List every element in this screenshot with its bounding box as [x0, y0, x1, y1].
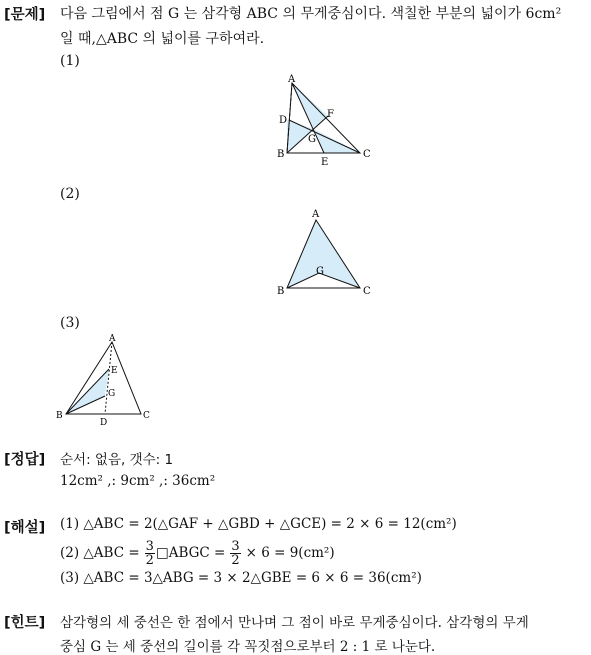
problem-tag: [문제]: [4, 7, 46, 23]
answer-values: 12cm² ,: 9cm² ,: 36cm²: [60, 473, 216, 489]
fig3-label-e: E: [111, 366, 118, 376]
solution-line3: (3) △ABC = 3△ABG = 3 × 2△GBE = 6 × 6 = 36(cm²): [60, 570, 422, 586]
fig2-shaded-abgc: [287, 220, 360, 288]
fig2-label-b: B: [277, 286, 285, 297]
subproblem-1-label: (1): [60, 53, 80, 69]
fraction-denominator: 2: [145, 552, 154, 568]
fig2-label-g: G: [316, 266, 324, 277]
fig3-label-g: G: [108, 389, 116, 399]
hint-line1: 삼각형의 세 중선은 한 점에서 만나며 그 점이 바로 무게중심이다. 삼각형의 무게: [60, 615, 529, 631]
answer-meta: 순서: 없음, 갯수: 1: [60, 452, 174, 468]
fig3-label-d: D: [100, 418, 108, 428]
fraction-denominator: 2: [231, 552, 240, 568]
figure-1: [275, 72, 380, 167]
fig1-label-c: C: [363, 149, 371, 160]
figure-3: [52, 332, 157, 428]
fig3-label-c: C: [143, 411, 150, 421]
fig1-label-b: B: [277, 149, 285, 160]
fraction-3-2: [145, 540, 155, 567]
solution-line2-part-b: □ABGC =: [155, 545, 226, 561]
fig1-label-f: F: [327, 109, 334, 120]
fig1-label-g: G: [308, 134, 316, 145]
solution-line1: (1) △ABC = 2(△GAF + △GBD + △GCE) = 2 × 6 = 12(cm²): [60, 516, 457, 532]
fig1-label-a: A: [288, 74, 296, 85]
solution-tag: [해설]: [4, 520, 46, 536]
hint-tag: [힌트]: [4, 615, 46, 631]
fraction-3-2-second: [230, 540, 240, 567]
answer-tag: [정답]: [4, 452, 46, 468]
fig2-label-a: A: [312, 209, 320, 220]
fraction-numerator: 3: [231, 538, 240, 554]
problem-text-line2: 일 때,△ABC 의 넓이를 구하여라.: [60, 31, 265, 47]
fig2-label-c: C: [363, 286, 371, 297]
problem-text-line1: 다음 그림에서 점 G 는 삼각형 ABC 의 무게중심이다. 색칠한 부분의 넓이가 6cm²: [60, 6, 562, 22]
solution-line2-part-c: × 6 = 9(cm²): [245, 545, 335, 561]
solution-line2: [60, 537, 335, 569]
subproblem-2-label: (2): [60, 186, 80, 202]
fraction-numerator: 3: [145, 538, 154, 554]
hint-line2: 중심 G 는 세 중선의 길이를 각 꼭짓점으로부터 2 : 1 로 나눈다.: [60, 639, 436, 655]
subproblem-3-label: (3): [60, 315, 80, 331]
fig1-label-d: D: [279, 115, 288, 126]
figure-2: [275, 206, 380, 298]
fig1-label-e: E: [321, 157, 329, 167]
fig3-label-a: A: [109, 334, 116, 344]
fig3-label-b: B: [56, 411, 63, 421]
solution-line2-part-a: (2) △ABC =: [60, 545, 140, 561]
